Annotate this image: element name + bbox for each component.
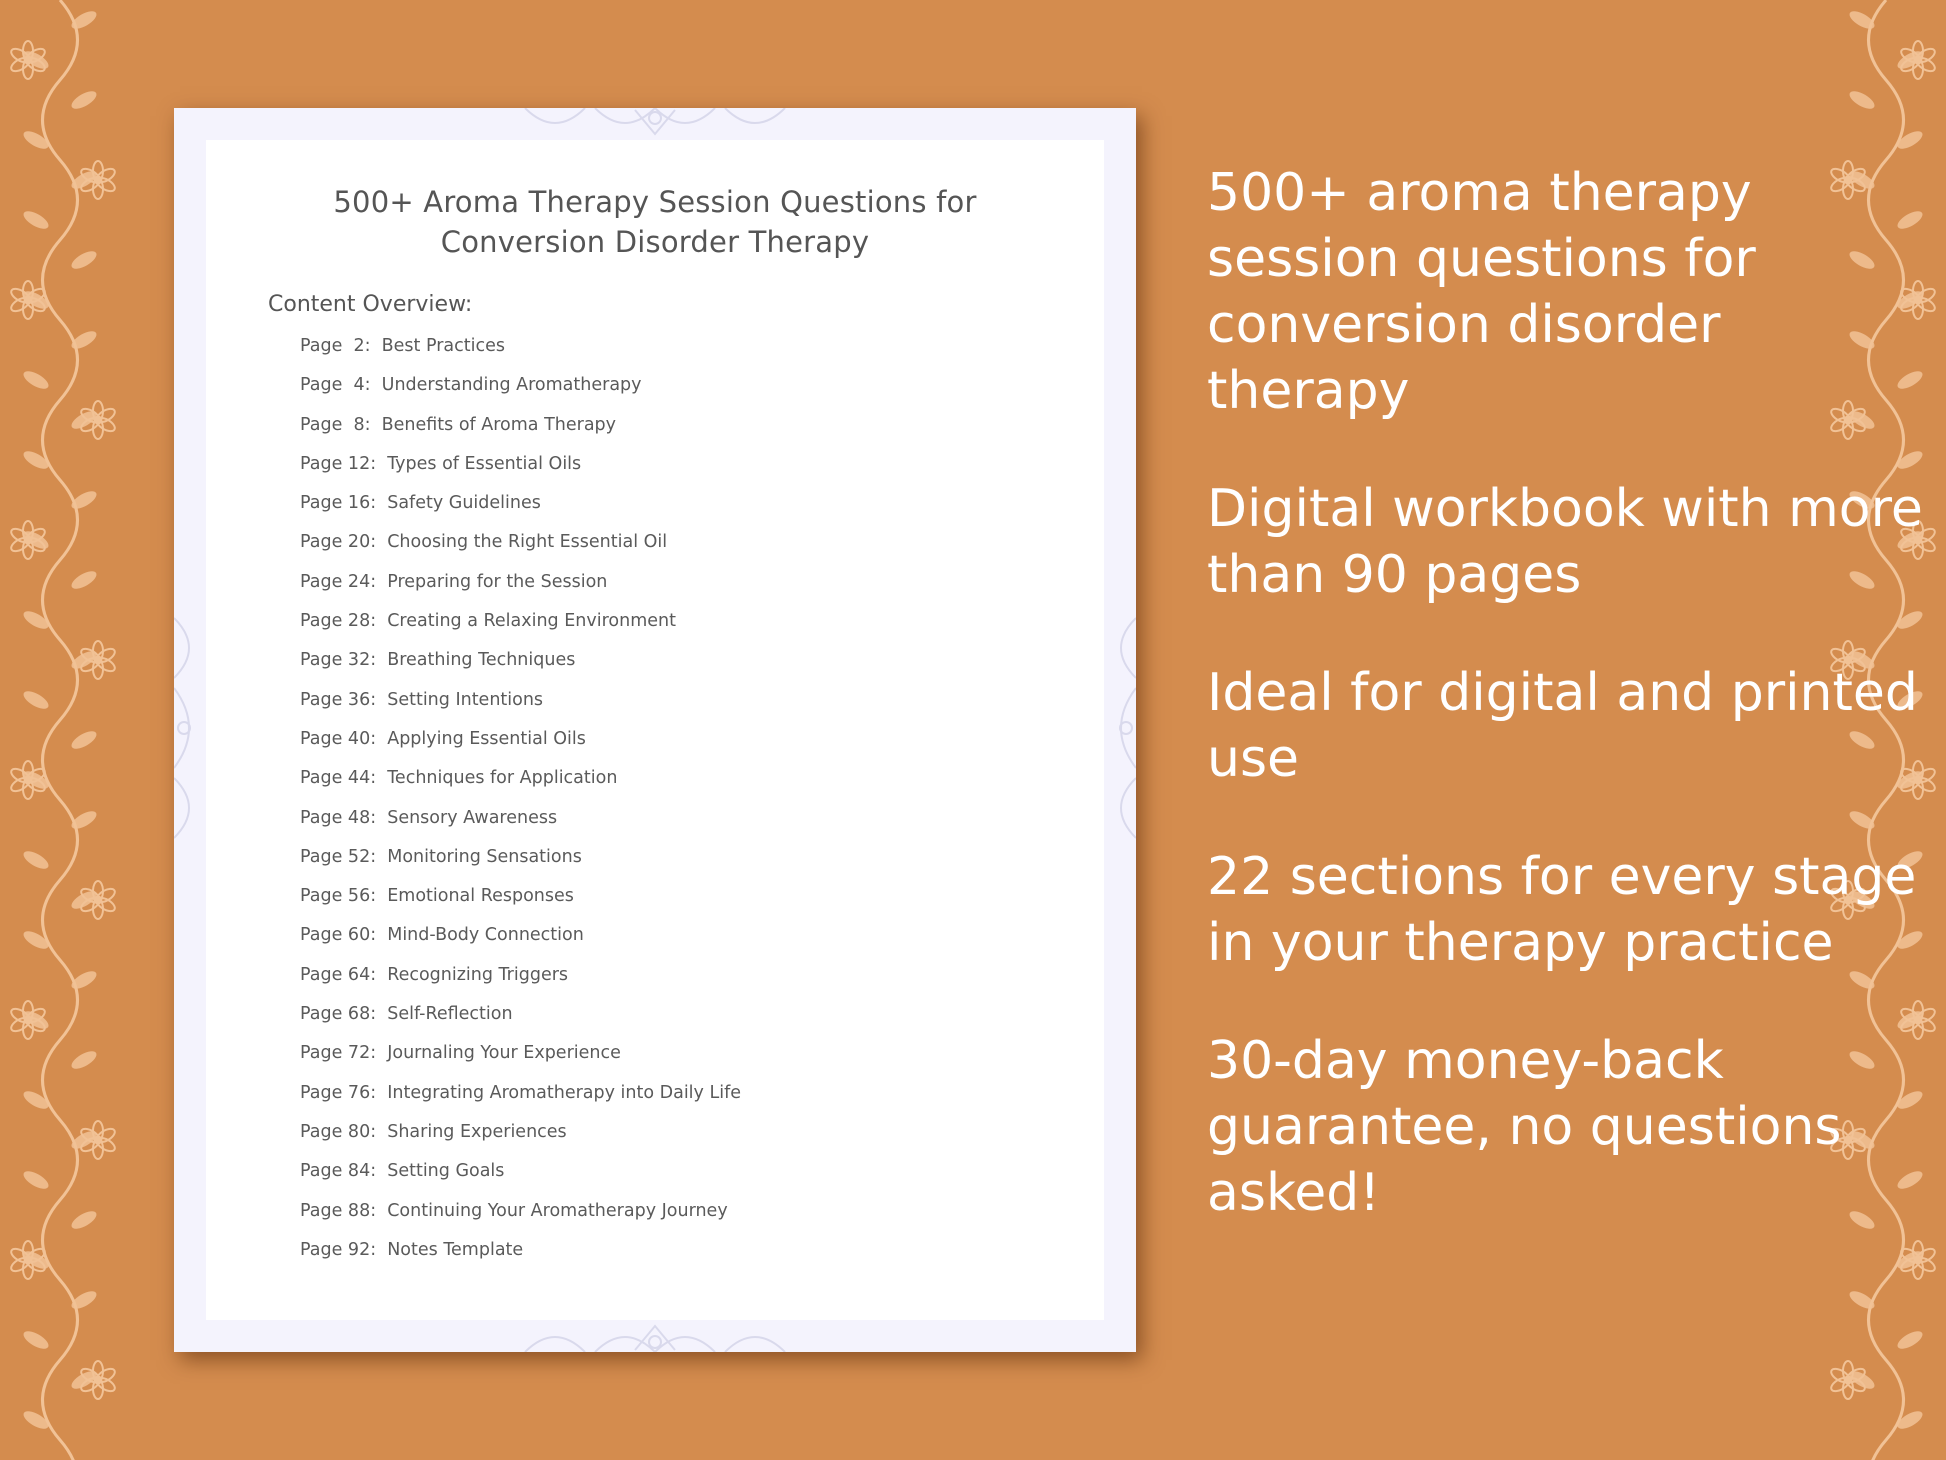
toc-item: Page 40: Applying Essential Oils bbox=[300, 728, 586, 749]
toc-item: Page 48: Sensory Awareness bbox=[300, 807, 558, 828]
toc-item: Page 44: Techniques for Application bbox=[300, 768, 618, 789]
toc-item: Page 36: Setting Intentions bbox=[300, 689, 544, 710]
toc-item: Page 60: Mind-Body Connection bbox=[300, 925, 584, 946]
toc-item: Page 92: Notes Template bbox=[300, 1239, 524, 1260]
document-title bbox=[206, 182, 1104, 262]
document-title-line-1: 500+ Aroma Therapy Session Questions for bbox=[333, 185, 977, 219]
feature-item: Ideal for digital and printed use bbox=[1207, 663, 1918, 789]
feature-item: 22 sections for every stage in your therapy practice bbox=[1207, 847, 1917, 973]
toc-item: Page 24: Preparing for the Session bbox=[300, 571, 608, 592]
feature-item: 30-day money-back guarantee, no questions asked! bbox=[1207, 1031, 1842, 1223]
toc-item: Page 56: Emotional Responses bbox=[300, 886, 574, 907]
toc-item: Page 20: Choosing the Right Essential Oil bbox=[300, 532, 668, 553]
content-overview-label: Content Overview: bbox=[268, 292, 473, 317]
toc-item: Page 32: Breathing Techniques bbox=[300, 650, 576, 671]
toc-item: Page 52: Monitoring Sensations bbox=[300, 846, 582, 867]
toc-item: Page 2: Best Practices bbox=[300, 336, 505, 356]
toc-item: Page 72: Journaling Your Experience bbox=[300, 1043, 621, 1064]
toc-item: Page 68: Self-Reflection bbox=[300, 1004, 513, 1025]
toc-item: Page 4: Understanding Aromatherapy bbox=[300, 375, 642, 396]
mandala-left-icon bbox=[174, 608, 206, 848]
toc-item: Page 28: Creating a Relaxing Environment bbox=[300, 611, 676, 632]
toc-item: Page 8: Benefits of Aroma Therapy bbox=[300, 414, 617, 435]
toc-item: Page 16: Safety Guidelines bbox=[300, 493, 541, 514]
document-title-line-2: Conversion Disorder Therapy bbox=[440, 225, 870, 259]
feature-item: 500+ aroma therapy session questions for conversion disorder therapy bbox=[1207, 163, 1756, 421]
toc-item: Page 76: Integrating Aromatherapy into Daily Life bbox=[300, 1082, 742, 1103]
mandala-bottom-icon bbox=[515, 1320, 795, 1352]
mandala-right-icon bbox=[1104, 608, 1136, 848]
floral-vine-left-icon bbox=[0, 0, 130, 1460]
toc-item: Page 80: Sharing Experiences bbox=[300, 1121, 567, 1142]
toc-item: Page 12: Types of Essential Oils bbox=[300, 453, 582, 474]
mandala-top-icon bbox=[515, 108, 795, 140]
table-of-contents bbox=[300, 336, 741, 1279]
document-content bbox=[206, 140, 1104, 1320]
feature-list bbox=[1207, 160, 1927, 1278]
document-page bbox=[174, 108, 1136, 1352]
toc-item: Page 64: Recognizing Triggers bbox=[300, 964, 569, 985]
toc-item: Page 84: Setting Goals bbox=[300, 1161, 505, 1182]
toc-item: Page 88: Continuing Your Aromatherapy Journey bbox=[300, 1200, 728, 1221]
feature-item: Digital workbook with more than 90 pages bbox=[1207, 479, 1923, 605]
